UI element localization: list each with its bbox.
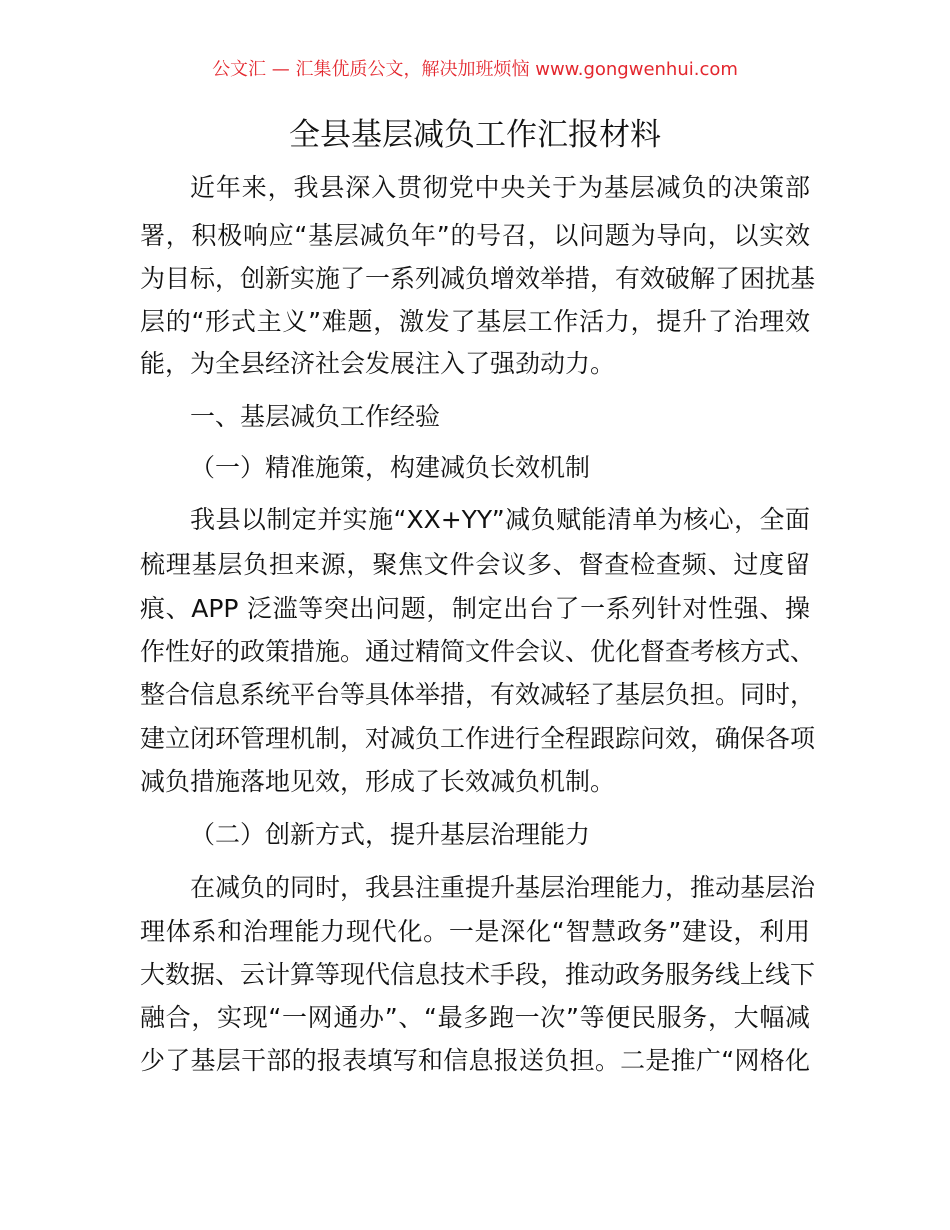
paragraph-line: 少了基层干部的报表填写和信息报送负担。二是推广“网格化 [140, 1046, 810, 1075]
paragraph-line: 大数据、云计算等现代信息技术手段，推动政务服务线上线下 [140, 960, 816, 989]
paragraph-line: 作性好的政策措施。通过精简文件会议、优化督查考核方式、 [140, 637, 816, 666]
paragraph-line: 署，积极响应“基层减负年”的号召，以问题为导向，以实效 [140, 221, 810, 250]
paragraph-line: 融合，实现“一网通办”、“最多跑一次”等便民服务，大幅减 [140, 1003, 810, 1032]
paragraph-line: 整合信息系统平台等具体举措，有效减轻了基层负担。同时， [140, 680, 816, 709]
paragraph-line: 梳理基层负担来源，聚焦文件会议多、督查检查频、过度留 [140, 550, 810, 579]
paragraph-line: 减负措施落地见效，形成了长效减负机制。 [140, 767, 616, 796]
paragraph-line: 我县以制定并实施“XX+YY”减负赋能清单为核心，全面 [190, 505, 810, 534]
paragraph-line: 在减负的同时，我县注重提升基层治理能力，推动基层治 [190, 873, 816, 902]
paragraph-line: 近年来，我县深入贯彻党中央关于为基层减负的决策部 [190, 173, 810, 202]
section-heading: （一）精准施策，构建减负长效机制 [190, 453, 591, 482]
paragraph-line: 层的“形式主义”难题，激发了基层工作活力，提升了治理效 [140, 307, 810, 336]
section-heading: （二）创新方式，提升基层治理能力 [190, 820, 591, 849]
paragraph-line: 建立闭环管理机制，对减负工作进行全程跟踪问效，确保各项 [140, 724, 816, 753]
document-title: 全县基层减负工作汇报材料 [289, 117, 661, 153]
paragraph-line: 痕、APP 泛滥等突出问题，制定出台了一系列针对性强、操 [140, 594, 810, 623]
section-heading: 一、基层减负工作经验 [190, 402, 441, 431]
paragraph-line: 能，为全县经济社会发展注入了强劲动力。 [140, 349, 616, 378]
paragraph-line: 理体系和治理能力现代化。一是深化“智慧政务”建设，利用 [140, 917, 810, 946]
site-watermark-header: 公文汇 — 汇集优质公文，解决加班烦恼 www.gongwenhui.com [212, 59, 738, 80]
paragraph-line: 为目标，创新实施了一系列减负增效举措，有效破解了困扰基 [140, 264, 816, 293]
